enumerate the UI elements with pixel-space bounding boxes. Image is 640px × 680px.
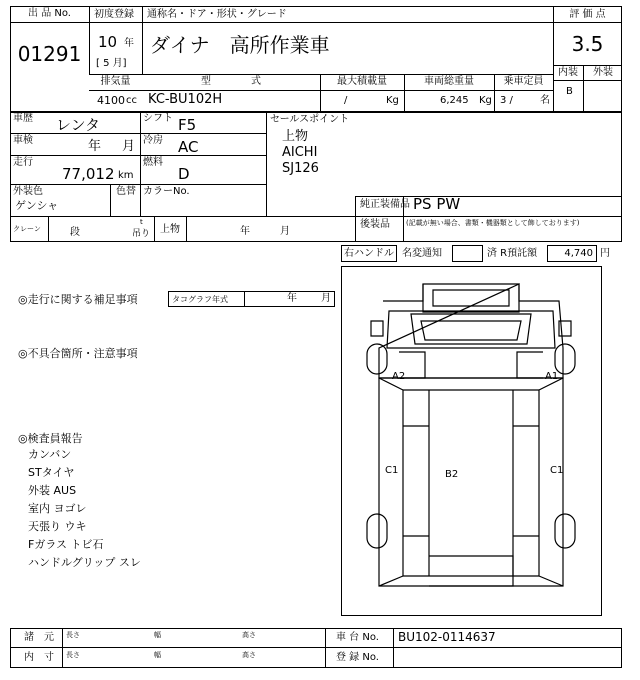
width-label: 幅	[154, 631, 161, 639]
fuel-label: 燃料	[143, 157, 163, 168]
sales-point-item: SJ126	[282, 161, 319, 176]
lot-number: 01291	[17, 42, 82, 66]
defects-heading: ◎不具合箇所・注意事項	[18, 347, 138, 360]
tachograph-month: 月	[321, 293, 331, 304]
displacement-value: 4100	[97, 94, 125, 107]
damage-mark-c1-right: C1	[550, 465, 564, 476]
inspection-month: 月	[122, 139, 136, 154]
recycle-label: 済 R預託額	[487, 248, 538, 259]
name-change-label: 名変通知	[402, 248, 442, 259]
gross-weight-value: 6,245	[440, 95, 469, 106]
chassis-label: 車 台 No.	[336, 632, 379, 643]
dimensions-label: 諸 元	[24, 632, 54, 643]
tachograph-year: 年	[287, 293, 297, 304]
color-number-label: カラーNo.	[143, 186, 190, 197]
inner-width-label: 幅	[154, 651, 161, 659]
interior-grade: B	[566, 86, 573, 97]
report-line: 天張り ウキ	[28, 520, 87, 533]
aftermarket-label: 後装品	[360, 219, 390, 230]
first-reg-label: 初度登録	[94, 9, 134, 20]
load-value: /	[344, 95, 348, 106]
inner-length-label: 長さ	[66, 651, 80, 659]
sales-point-label: セールスポイント	[270, 114, 350, 125]
inspection-label: 車検	[13, 135, 33, 146]
inner-height-label: 高さ	[242, 651, 256, 659]
gross-weight-label: 車両総重量	[424, 76, 474, 87]
report-line: カンバン	[28, 448, 72, 461]
exterior-grade-label: 外装	[593, 67, 613, 78]
load-label: 最大積載量	[337, 76, 387, 87]
registration-label: 登 録 No.	[336, 652, 379, 663]
inspector-report-heading: ◎検査員報告	[18, 432, 83, 445]
first-reg-month: [ 5 月]	[96, 58, 127, 69]
displacement-label: 排気量	[100, 76, 131, 87]
rating-value: 3.5	[571, 32, 604, 56]
aircon-value: AC	[178, 138, 199, 156]
report-line: Fガラス トビ石	[28, 538, 104, 551]
exterior-color-label: 外装色	[13, 186, 43, 197]
damage-mark-c1-left: C1	[385, 465, 399, 476]
name-change-box	[452, 245, 483, 262]
inspection-year: 年	[88, 139, 102, 154]
tachograph-label: タコグラフ年式	[172, 295, 228, 304]
report-line: STタイヤ	[28, 466, 75, 479]
history-value: レンタ	[56, 116, 101, 134]
footer-frame	[10, 628, 622, 668]
load-unit: Kg	[386, 95, 399, 106]
driving-notes-heading: ◎走行に関する補足事項	[18, 293, 138, 306]
capacity-label: 乗車定員	[503, 76, 544, 87]
aftermarket-note: (記載が無い場合、書類・機器類として飾しております)	[406, 219, 580, 227]
model-type-label: 型 式	[201, 76, 261, 87]
report-line: 外装 AUS	[28, 484, 77, 497]
mileage-label: 走行	[13, 157, 33, 168]
chassis-value: BU102-0114637	[398, 630, 496, 644]
history-label: 車歴	[13, 113, 33, 124]
displacement-unit: cc	[126, 95, 137, 106]
upper-label: 上物	[160, 224, 180, 235]
equipment-label: 純正装備品	[360, 199, 410, 210]
length-label: 長さ	[66, 631, 80, 639]
fuel-value: D	[178, 165, 190, 183]
capacity-unit: 名	[540, 95, 550, 106]
crane-t: t	[140, 218, 143, 226]
title-label: 通称名・ドア・形状・グレード	[147, 9, 287, 20]
height-label: 高さ	[242, 631, 256, 639]
mileage-value: 77,012	[62, 165, 115, 183]
upper-month: 月	[280, 226, 290, 237]
gross-weight-unit: Kg	[479, 95, 492, 106]
color-change-label: 色替	[116, 186, 136, 197]
right-handle-label: 右ハンドル	[344, 248, 394, 259]
truck-diagram-svg	[341, 266, 602, 616]
inspector-report-list	[28, 446, 141, 572]
shift-value: F5	[178, 116, 197, 134]
recycle-unit: 円	[600, 248, 610, 259]
crane-stage: 段	[70, 227, 80, 238]
upper-year: 年	[240, 226, 250, 237]
report-line: 室内 ヨゴレ	[28, 502, 87, 515]
crane-hook: 吊り	[132, 229, 151, 239]
damage-mark-a2: A2	[392, 371, 406, 382]
report-line: ハンドルグリップ スレ	[28, 556, 141, 569]
model-type-value: KC-BU102H	[148, 92, 223, 107]
sales-point-item: AICHI	[282, 145, 318, 160]
crane-label: クレーン	[13, 225, 41, 233]
sales-points-list	[282, 129, 319, 177]
mileage-unit: km	[118, 170, 134, 181]
sales-point-item: 上物	[282, 129, 309, 144]
first-reg-year: 10	[98, 33, 118, 51]
lot-label: 出 品 No.	[28, 8, 71, 19]
inner-dimensions-label: 内 寸	[24, 652, 54, 663]
aircon-label: 冷房	[143, 135, 163, 146]
damage-mark-b2: B2	[445, 469, 459, 480]
capacity-value: 3 /	[500, 95, 513, 106]
shift-label: シフト	[143, 113, 173, 124]
damage-mark-a1: A1	[545, 371, 559, 382]
recycle-value: 4,740	[564, 248, 593, 259]
exterior-color-value: ゲンシャ	[15, 199, 59, 212]
year-unit: 年	[124, 38, 134, 49]
rating-label: 評 価 点	[569, 9, 606, 20]
interior-grade-label: 内装	[558, 67, 578, 78]
model-name: ダイナ 高所作業車	[150, 33, 330, 57]
equipment-value: PS PW	[413, 195, 461, 213]
